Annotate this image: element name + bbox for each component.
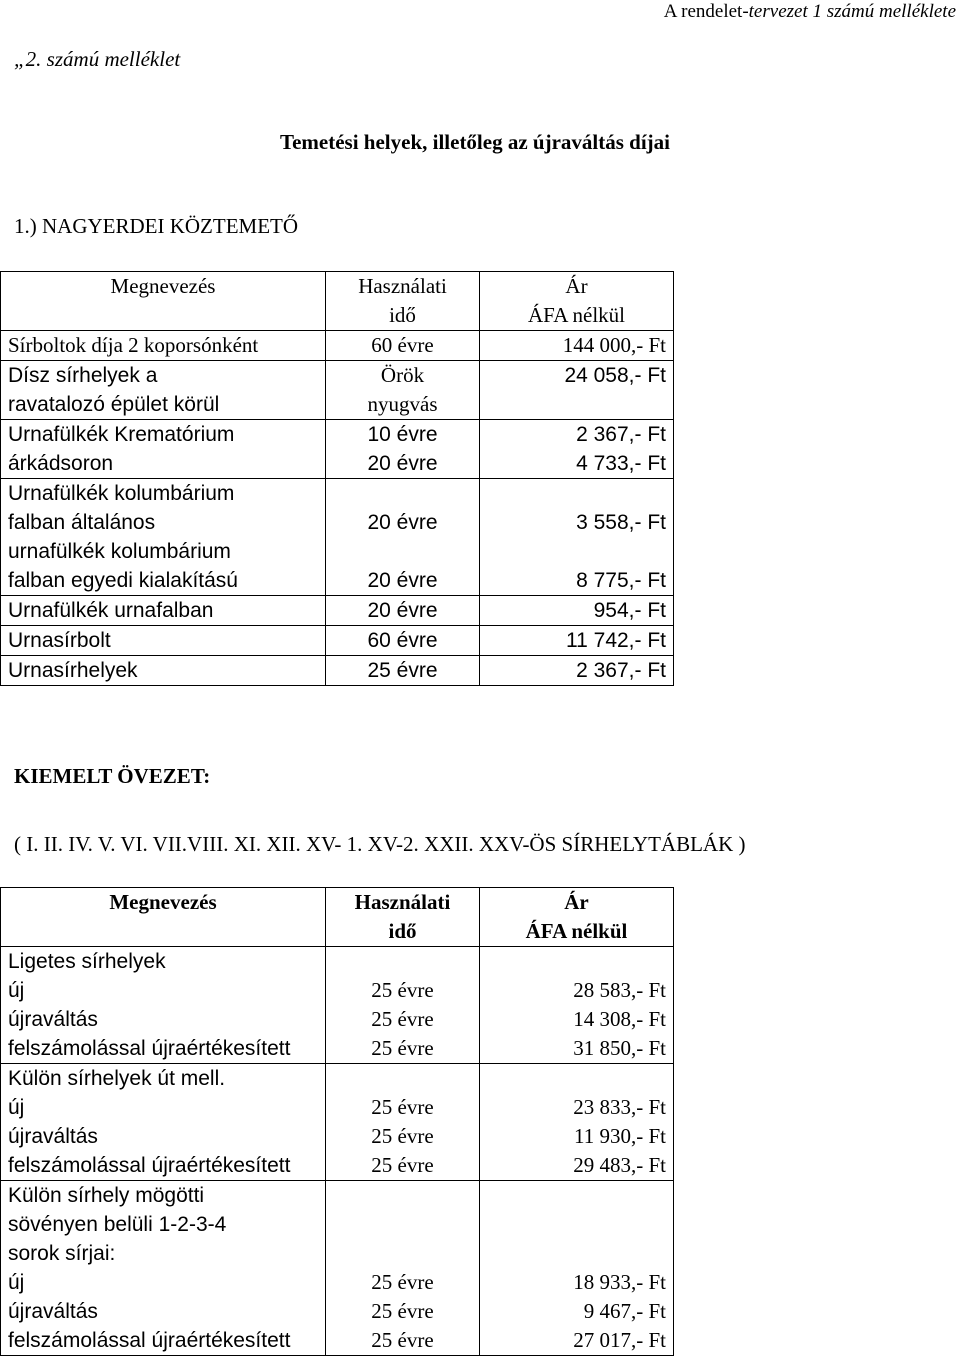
header-note-italic: tervezet 1 számú melléklete (748, 1, 956, 22)
price-line: 954,- Ft (593, 599, 666, 622)
annex-label: „2. számú melléklet (14, 47, 181, 71)
price-line: 28 583,- Ft (573, 978, 666, 1002)
zone-title: KIEMELT ÖVEZET: (14, 764, 211, 788)
name-line: Urnasírhelyek (8, 659, 138, 682)
group-title-line: sövényen belüli 1-2-3-4 (8, 1213, 227, 1236)
table-row (1, 656, 674, 686)
cell-name (1, 331, 326, 361)
price-line: 18 933,- Ft (573, 1270, 666, 1294)
price-line: 144 000,- Ft (562, 333, 666, 357)
group-title-line: Külön sírhelyek út mell. (8, 1067, 226, 1090)
name-line: árkádsoron (8, 452, 114, 475)
time-line: 25 évre (371, 1153, 434, 1177)
table-row (1, 479, 674, 596)
cell-name (1, 626, 326, 656)
price-line: 8 775,- Ft (576, 569, 666, 592)
cell-price (480, 420, 674, 479)
cell-price (480, 479, 674, 596)
table-row (1, 596, 674, 626)
cell-name (1, 1064, 326, 1181)
name-line: urnafülkék kolumbárium (8, 540, 231, 563)
name-line: ravatalozó épület körül (8, 393, 220, 416)
price-line: 27 017,- Ft (573, 1328, 666, 1352)
cell-time (326, 1064, 480, 1181)
cell-name (1, 656, 326, 686)
section-title: 1.) NAGYERDEI KÖZTEMETŐ (14, 214, 299, 238)
cell-name (1, 1181, 326, 1356)
cell-time (326, 479, 480, 596)
price-line: 3 558,- Ft (576, 511, 666, 534)
time-line: 20 évre (367, 599, 438, 622)
time-line: 25 évre (371, 1095, 434, 1119)
item-label: újraváltás (8, 1300, 98, 1323)
time-line: 25 évre (371, 1328, 434, 1352)
item-label: újraváltás (8, 1008, 98, 1031)
header-name: Megnevezés (1, 888, 326, 947)
cell-price (480, 331, 674, 361)
item-label: felszámolással újraértékesített (8, 1037, 291, 1060)
item-label: újraváltás (8, 1125, 98, 1148)
header-note (664, 0, 956, 24)
table-row (1, 420, 674, 479)
item-label: új (8, 1271, 25, 1294)
time-line: Örök (380, 363, 425, 387)
header-note-prefix: A rendelet- (663, 1, 749, 22)
cell-price (480, 656, 674, 686)
name-line: Urnafülkék Krematórium (8, 423, 235, 446)
cell-name (1, 596, 326, 626)
price-line: 31 850,- Ft (573, 1036, 666, 1060)
name-line: Urnafülkék urnafalban (8, 599, 214, 622)
cell-price (480, 1181, 674, 1356)
price-line: 2 367,- Ft (576, 423, 666, 446)
cell-time (326, 626, 480, 656)
time-line: 25 évre (371, 1270, 434, 1294)
time-line: 10 évre (367, 423, 438, 446)
price-line: 2 367,- Ft (576, 659, 666, 682)
cell-name (1, 361, 326, 420)
cell-time (326, 1181, 480, 1356)
cell-time (326, 656, 480, 686)
price-line: 24 058,- Ft (564, 364, 666, 387)
price-line: 29 483,- Ft (573, 1153, 666, 1177)
time-line: 25 évre (371, 1299, 434, 1323)
time-line: 25 évre (371, 1007, 434, 1031)
item-label: felszámolással újraértékesített (8, 1329, 291, 1352)
table-row (1, 331, 674, 361)
cell-price (480, 361, 674, 420)
cell-price (480, 1064, 674, 1181)
item-label: új (8, 1096, 25, 1119)
table-row (1, 626, 674, 656)
price-line: 23 833,- Ft (573, 1095, 666, 1119)
table-header-row (1, 272, 674, 331)
cell-price (480, 947, 674, 1064)
table-row (1, 947, 674, 1064)
time-line: 25 évre (371, 978, 434, 1002)
zone-subtitle: ( I. II. IV. V. VI. VII.VIII. XI. XII. XV- 1. XV-2. XXII. XXV-ÖS SÍRHELYTÁBLÁK ) (14, 832, 746, 856)
name-line: falban általános (8, 511, 156, 534)
time-line: 25 évre (371, 1124, 434, 1148)
time-line: 25 évre (371, 1036, 434, 1060)
price-table-nagyerdei (0, 271, 674, 686)
group-title-line: Ligetes sírhelyek (8, 950, 166, 973)
table-row (1, 1064, 674, 1181)
price-line: 11 742,- Ft (566, 629, 666, 652)
cell-time (326, 361, 480, 420)
price-line: 11 930,- Ft (574, 1124, 666, 1148)
group-title-line: Külön sírhely mögötti (8, 1184, 205, 1207)
name-line: Urnafülkék kolumbárium (8, 482, 235, 505)
cell-name (1, 479, 326, 596)
time-line: 60 évre (367, 629, 438, 652)
table-header-row (1, 888, 674, 947)
document-title: Temetési helyek, illetőleg az újraváltás díjai (280, 130, 670, 154)
header-price: Ár ÁFA nélkül (480, 272, 674, 331)
name-line: Sírboltok díja 2 koporsónként (8, 333, 259, 357)
item-label: új (8, 979, 25, 1002)
name-line: falban egyedi kialakítású (8, 569, 238, 592)
name-line: Urnasírbolt (8, 629, 111, 652)
time-line: 25 évre (367, 659, 438, 682)
item-label: felszámolással újraértékesített (8, 1154, 291, 1177)
cell-time (326, 947, 480, 1064)
price-line: 9 467,- Ft (583, 1299, 666, 1323)
name-line: Dísz sírhelyek a (8, 364, 158, 387)
time-line: 20 évre (367, 569, 438, 592)
price-line: 14 308,- Ft (573, 1007, 666, 1031)
header-name: Megnevezés (1, 272, 326, 331)
table-row (1, 361, 674, 420)
cell-price (480, 596, 674, 626)
price-table-kiemelt-ovezet (0, 887, 674, 1356)
time-line: nyugvás (367, 392, 438, 416)
header-price: Ár ÁFA nélkül (480, 888, 674, 947)
cell-name (1, 947, 326, 1064)
cell-time (326, 596, 480, 626)
group-title-line: sorok sírjai: (8, 1242, 116, 1265)
header-time: Használati idő (326, 272, 480, 331)
time-line: 60 évre (371, 333, 434, 357)
cell-price (480, 626, 674, 656)
time-line: 20 évre (367, 452, 438, 475)
price-line: 4 733,- Ft (576, 452, 666, 475)
cell-time (326, 420, 480, 479)
time-line: 20 évre (367, 511, 438, 534)
header-time: Használati idő (326, 888, 480, 947)
table-row (1, 1181, 674, 1356)
cell-time (326, 331, 480, 361)
cell-name (1, 420, 326, 479)
